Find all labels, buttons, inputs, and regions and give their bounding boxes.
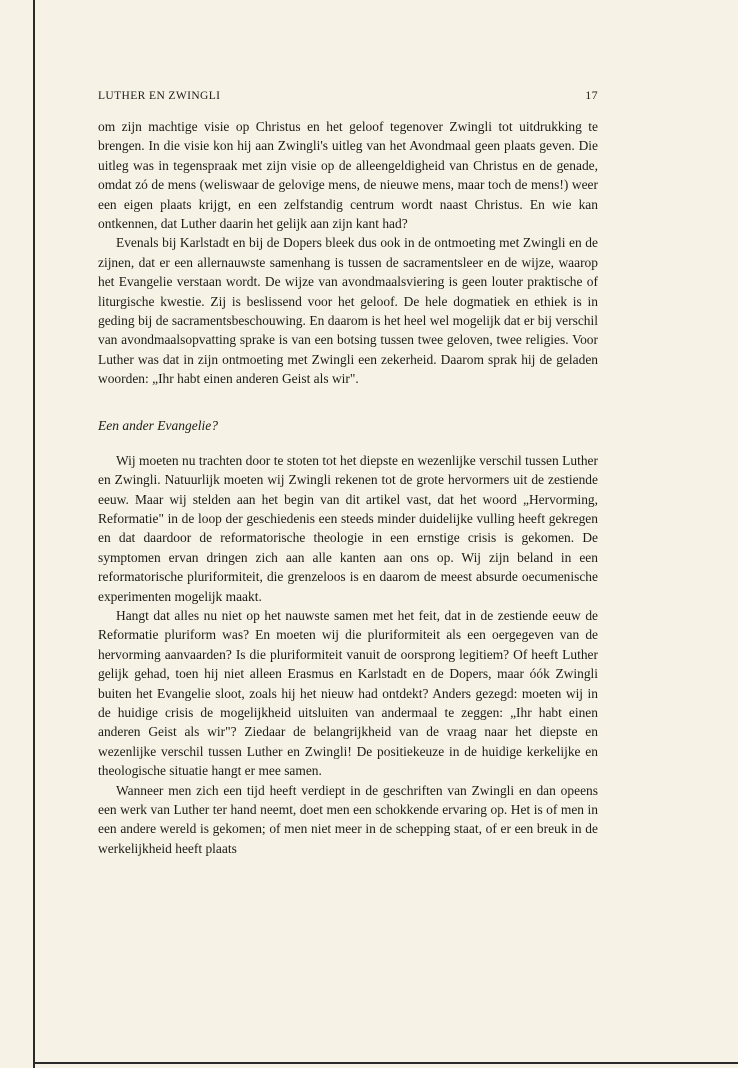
paragraph-4: Hangt dat alles nu niet op het nauwste samen met het feit, dat in de zestiende eeuw de Reformatie pluriform was? En moeten wij die pluriformiteit als een oergegeven van de hervorming aanvaarden? Is die pluriformiteit vanuit de oorsprong legitiem? Of heeft Luther gelijk gehad, toen hij niet alleen Erasmus en Karlstadt en de Dopers, maar óók Zwingli buiten het Evangelie sloot, zoals hij het nieuw had ontdekt? Anders gezegd: moeten wij in de huidige crisis de mogelijkheid uitsluiten van andermaal te zeggen: „Ihr habt einen anderen Geist als wir"? Ziedaar de belangrijkheid van de vraag naar het diepste en wezenlijke verschil tussen Luther en Zwingli! De positiekeuze in de huidige kerkelijke en theologische situatie hangt er mee samen. <box>98 607 598 779</box>
running-title: LUTHER EN ZWINGLI <box>98 90 221 102</box>
page-number: 17 <box>585 88 598 102</box>
paragraph-2: Evenals bij Karlstadt en bij de Dopers bleek dus ook in de ontmoeting met Zwingli en de zijnen, dat er een allernauwste samenhang is tussen de sacramentsleer en de wijze, waarop het Evangelie verstaan wordt. De wijze van avondmaalsviering is geen louter praktische of liturgische kwestie. Zij is beslissend voor het geloof. De hele dogmatiek en ethiek is in geding bij de sacramentsbeschouwing. En daarom is het heel wel mogelijk dat er bij verschil van avondmaalsopvatting sprake is van een botsing tussen twee geloven, twee religies. Voor Luther was dat in zijn ontmoeting met Zwingli een zekerheid. Daarom sprak hij de geladen woorden: „Ihr habt einen anderen Geist als wir". <box>98 235 598 387</box>
paragraph-1: om zijn machtige visie op Christus en het geloof tegenover Zwingli tot uitdrukking te brengen. In die visie kon hij aan Zwingli's uitleg van het Avondmaal geen plaats geven. Die uitleg was in tegenspraak met zijn visie op de alleengeldigheid van Christus en de genade, omdat zó de mens (weliswaar de gelovige mens, de nieuwe mens, maar toch de mens!) weer een eigen plaats krijgt, en een zelfstandig centrum wordt naast Christus. En wie kan ontkennen, dat Luther daarin het gelijk aan zijn kant had? <box>98 119 598 232</box>
paragraph-5: Wanneer men zich een tijd heeft verdiept in de geschriften van Zwingli en dan opeens een werk van Luther ter hand neemt, doet men een schokkende ervaring op. Het is of men in een andere wereld is gekomen; of men niet meer in de schepping staat, of er een breuk in de werkelijkheid heeft plaats <box>98 782 598 856</box>
page-content <box>98 88 598 858</box>
running-header <box>98 88 598 103</box>
paragraph-3: Wij moeten nu trachten door te stoten tot het diepste en wezenlijke verschil tussen Luther en Zwingli. Natuurlijk moeten wij Zwingli rekenen tot de grote hervormers uit de zestiende eeuw. Maar wij stelden aan het begin van dit artikel vast, dat het woord „Hervorming, Reformatie" in de loop der geschiedenis een steeds minder duidelijke vulling heeft gekregen en dat daardoor de reformatorische theologie in een ernstige crisis is gekomen. De symptomen ervan dringen zich aan alle kanten aan ons op. Wij zijn beland in een reformatorische pluriformiteit, die grenzeloos is en daarom de meest absurde oecumenische experimenten mogelijk maakt. <box>98 452 598 604</box>
page-edge-bottom <box>33 1062 738 1064</box>
page-edge-left <box>33 0 35 1068</box>
section-heading: Een ander Evangelie? <box>98 417 218 433</box>
